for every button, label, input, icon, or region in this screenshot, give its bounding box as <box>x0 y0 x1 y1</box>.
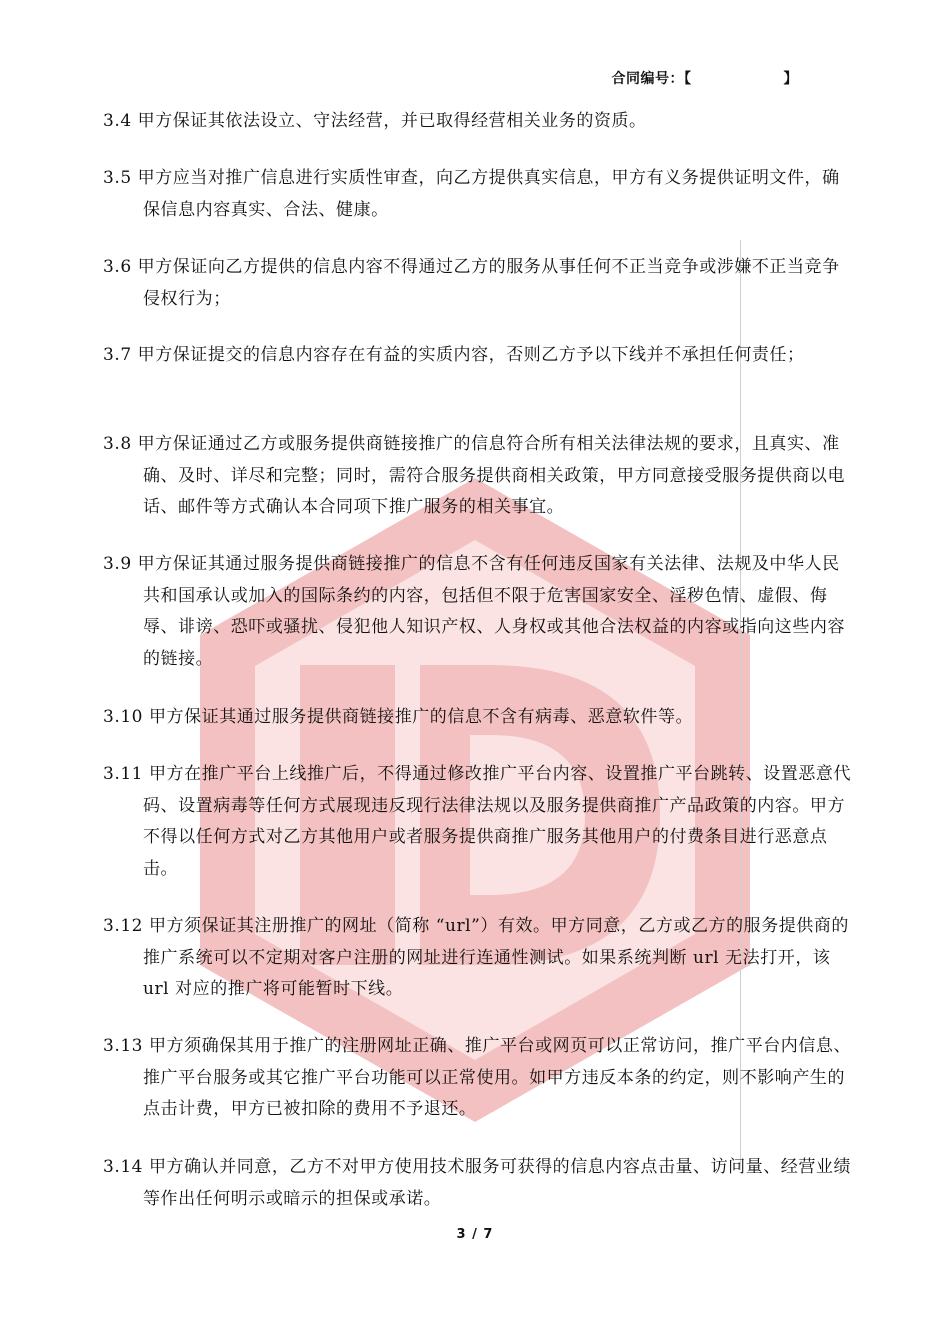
clause-3-11: 3.11 甲方在推广平台上线推广后，不得通过修改推广平台内容、设置推广平台跳转、设置恶意代码、设置病毒等任何方式展现违反现行法律法规以及服务提供商推广产品政策的内容。甲方不得以任何方式对乙方其他用户或者服务提供商推广服务其他用户的付费条目进行恶意点击。 <box>103 764 852 880</box>
clause-3-12: 3.12 甲方须保证其注册推广的网址（简称 “url”）有效。甲方同意，乙方或乙方的服务提供商的推广系统可以不定期对客户注册的网址进行连通性测试。如果系统判断 url 无法打开，该 url 对应的推广将可能暂时下线。 <box>103 916 849 1000</box>
bracket-open: 【 <box>684 71 692 87</box>
clause-3-9: 3.9 甲方保证其通过服务提供商链接推广的信息不含有任何违反国家有关法律、法规及中华人民共和国承认或加入的国际条约的内容，包括但不限于危害国家安全、淫秽色情、虚假、侮辱、诽谤、恐吓或骚扰、侵犯他人知识产权、人身权或其他合法权益的内容或指向这些内容的链接。 <box>103 554 845 670</box>
clause-3-10: 3.10 甲方保证其通过服务提供商链接推广的信息不含有病毒、恶意软件等。 <box>103 707 694 727</box>
clause-3-6: 3.6 甲方保证向乙方提供的信息内容不得通过乙方的服务从事任何不正当竞争或涉嫌不正当竞争侵权行为； <box>103 257 840 309</box>
contract-number <box>612 68 799 88</box>
contract-number-label: 合同编号： <box>611 71 684 87</box>
bracket-close: 】 <box>783 71 798 87</box>
page-number: 3 / 7 <box>456 1227 494 1242</box>
clause-3-7: 3.7 甲方保证提交的信息内容存在有益的实质内容，否则乙方予以下线并不承担任何责任； <box>103 345 805 365</box>
clause-3-8: 3.8 甲方保证通过乙方或服务提供商链接推广的信息符合所有相关法律法规的要求，且真实、准确、及时、详尽和完整；同时，需符合服务提供商相关政策，甲方同意接受服务提供商以电话、邮件等方式确认本合同项下推广服务的相关事宜。 <box>103 434 845 518</box>
clause-3-4: 3.4 甲方保证其依法设立、守法经营，并已取得经营相关业务的资质。 <box>103 111 647 131</box>
clause-3-13: 3.13 甲方须确保其用于推广的注册网址正确、推广平台或网页可以正常访问，推广平台内信息、推广平台服务或其它推广平台功能可以正常使用。如甲方违反本条的约定，则不影响产生的点击计费，甲方已被扣除的费用不予退还。 <box>103 1036 852 1120</box>
clause-3-5: 3.5 甲方应当对推广信息进行实质性审查，向乙方提供真实信息，甲方有义务提供证明文件，确保信息内容真实、合法、健康。 <box>103 168 840 220</box>
clause-3-14: 3.14 甲方确认并同意，乙方不对甲方使用技术服务可获得的信息内容点击量、访问量、经营业绩等作出任何明示或暗示的担保或承诺。 <box>103 1157 852 1209</box>
